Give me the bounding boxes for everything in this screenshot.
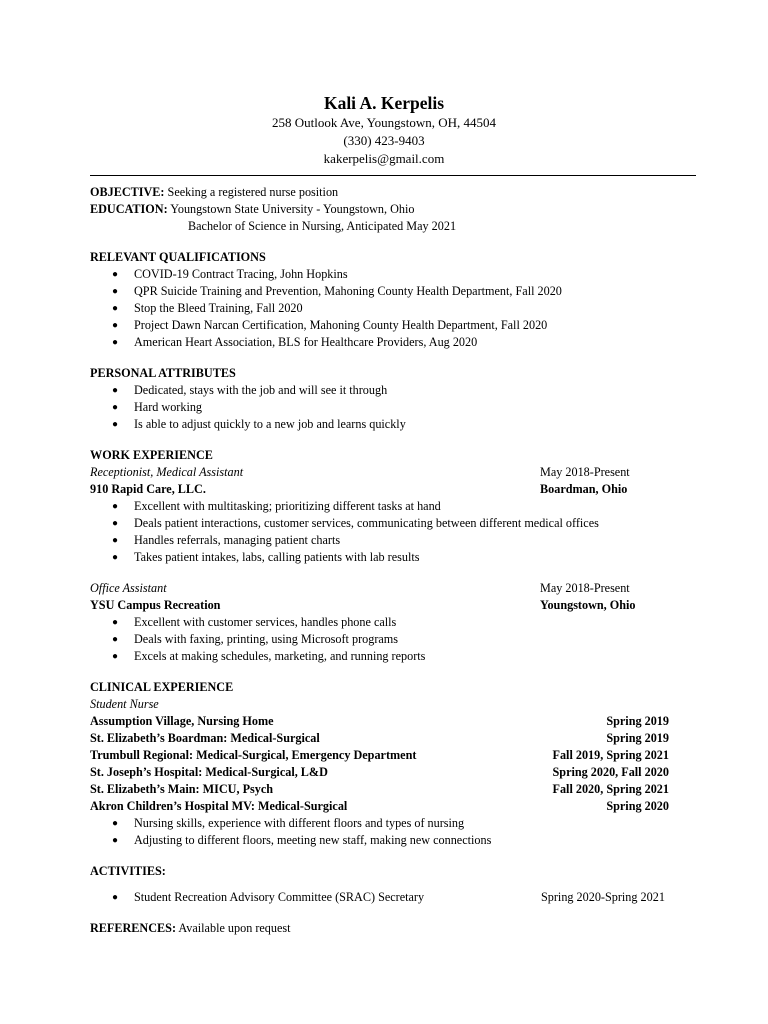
list-item: ● Deals with faxing, printing, using Microsoft programs (112, 632, 399, 646)
education-degree: Bachelor of Science in Nursing, Anticipated May 2021 (188, 219, 457, 233)
clinical-dates: Spring 2020 (606, 799, 669, 813)
clinical-dates: Spring 2019 (606, 714, 669, 728)
job-title: Office Assistant (90, 581, 167, 595)
bullet-icon: ● (112, 385, 119, 396)
list-item: ● Handles referrals, managing patient charts (112, 533, 341, 547)
clinical-site: St. Elizabeth’s Boardman: Medical-Surgical (90, 731, 320, 745)
clinical-dates: Fall 2020, Spring 2021 (552, 782, 669, 796)
clinical-site: Trumbull Regional: Medical-Surgical, Emergency Department (90, 748, 417, 762)
clinical-site-row (90, 747, 669, 764)
spacer (90, 351, 669, 365)
resume-body (90, 184, 669, 937)
list-item: ● QPR Suicide Training and Prevention, Mahoning County Health Department, Fall 2020 (112, 284, 562, 298)
references-text: Available upon request (178, 921, 291, 935)
bullet-icon: ● (112, 303, 119, 314)
bullet-icon: ● (112, 419, 119, 430)
list-item: ● COVID-19 Contract Tracing, John Hopkins (112, 267, 348, 281)
clinical-heading: CLINICAL EXPERIENCE (90, 680, 234, 694)
education-label: EDUCATION: (90, 202, 168, 216)
resume-header (0, 92, 768, 168)
objective-label: OBJECTIVE: (90, 185, 165, 199)
job-duties-list (90, 614, 669, 665)
list-item: ● Is able to adjust quickly to a new job and learns quickly (112, 417, 406, 431)
spacer (90, 849, 669, 863)
attributes-heading: PERSONAL ATTRIBUTES (90, 366, 236, 380)
list-item: ● Excellent with customer services, handles phone calls (112, 615, 397, 629)
objective-text: Seeking a registered nurse position (167, 185, 339, 199)
list-item: ● Student Recreation Advisory Committee (SRAC) Secretary Spring 2020-Spring 2021 (112, 890, 665, 904)
bullet-icon: ● (112, 402, 119, 413)
clinical-dates: Spring 2020, Fall 2020 (552, 765, 669, 779)
clinical-site-row (90, 730, 669, 747)
list-item: ● Project Dawn Narcan Certification, Mahoning County Health Department, Fall 2020 (112, 318, 548, 332)
list-item: ● Hard working (112, 400, 203, 414)
list-item: ● American Heart Association, BLS for Healthcare Providers, Aug 2020 (112, 335, 478, 349)
applicant-name: Kali A. Kerpelis (323, 93, 445, 113)
bullet-icon: ● (112, 818, 119, 829)
bullet-icon: ● (112, 535, 119, 546)
references-line (90, 920, 669, 937)
list-item: ● Nursing skills, experience with different floors and types of nursing (112, 816, 465, 830)
list-item: ● Dedicated, stays with the job and will see it through (112, 383, 388, 397)
clinical-role: Student Nurse (90, 697, 159, 711)
bullet-icon: ● (112, 651, 119, 662)
bullet-icon: ● (112, 634, 119, 645)
bullet-icon: ● (112, 892, 119, 903)
clinical-site: Akron Children’s Hospital MV: Medical-Surgical (90, 799, 348, 813)
list-item: ● Stop the Bleed Training, Fall 2020 (112, 301, 303, 315)
activity-dates: Spring 2020-Spring 2021 (541, 890, 665, 904)
employer-location: Youngstown, Ohio (540, 598, 636, 612)
spacer (90, 665, 669, 679)
job-title-line (90, 580, 669, 597)
clinical-site-row (90, 764, 669, 781)
spacer (90, 566, 669, 580)
qualifications-heading: RELEVANT QUALIFICATIONS (90, 250, 266, 264)
list-item: ● Deals patient interactions, customer services, communicating between different medical offices (112, 516, 599, 530)
bullet-icon: ● (112, 337, 119, 348)
spacer (90, 235, 669, 249)
clinical-site: St. Elizabeth’s Main: MICU, Psych (90, 782, 274, 796)
list-item: ● Excellent with multitasking; prioritizing different tasks at hand (112, 499, 441, 513)
bullet-icon: ● (112, 501, 119, 512)
job-title-line (90, 464, 669, 481)
bullet-icon: ● (112, 617, 119, 628)
employer-line (90, 597, 669, 614)
clinical-site-row (90, 713, 669, 730)
list-item: ● Excels at making schedules, marketing, and running reports (112, 649, 426, 663)
employer-location: Boardman, Ohio (540, 482, 628, 496)
clinical-site: Assumption Village, Nursing Home (90, 714, 274, 728)
clinical-site: St. Joseph’s Hospital: Medical-Surgical, L&D (90, 765, 328, 779)
job-dates: May 2018-Present (540, 581, 630, 595)
clinical-site-row (90, 781, 669, 798)
employer-name: 910 Rapid Care, LLC. (90, 482, 206, 496)
clinical-dates: Spring 2019 (606, 731, 669, 745)
work-heading: WORK EXPERIENCE (90, 448, 213, 462)
spacer (90, 433, 669, 447)
education-school: Youngstown State University - Youngstown, Ohio (170, 202, 415, 216)
spacer (90, 906, 669, 920)
employer-name: YSU Campus Recreation (90, 598, 221, 612)
bullet-icon: ● (112, 320, 119, 331)
objective-line (90, 184, 669, 201)
email: kakerpelis@gmail.com (323, 151, 445, 166)
phone: (330) 423-9403 (343, 133, 425, 148)
bullet-icon: ● (112, 518, 119, 529)
references-label: REFERENCES: (90, 921, 177, 935)
job-duties-list (90, 498, 669, 566)
qualifications-list (90, 266, 669, 351)
clinical-notes-list (90, 815, 669, 849)
bullet-icon: ● (112, 552, 119, 563)
clinical-dates: Fall 2019, Spring 2021 (552, 748, 669, 762)
activities-list (90, 889, 669, 906)
attributes-list (90, 382, 669, 433)
education-degree-line (90, 218, 669, 235)
clinical-site-row (90, 798, 669, 815)
list-item: ● Adjusting to different floors, meeting new staff, making new connections (112, 833, 492, 847)
address: 258 Outlook Ave, Youngstown, OH, 44504 (271, 115, 497, 130)
spacer (90, 880, 669, 889)
bullet-icon: ● (112, 269, 119, 280)
job-dates: May 2018-Present (540, 465, 630, 479)
activities-heading: ACTIVITIES: (90, 864, 166, 878)
job-title: Receptionist, Medical Assistant (90, 465, 244, 479)
list-item: ● Takes patient intakes, labs, calling patients with lab results (112, 550, 420, 564)
employer-line (90, 481, 669, 498)
header-divider (90, 175, 696, 176)
bullet-icon: ● (112, 835, 119, 846)
bullet-icon: ● (112, 286, 119, 297)
education-line (90, 201, 669, 218)
